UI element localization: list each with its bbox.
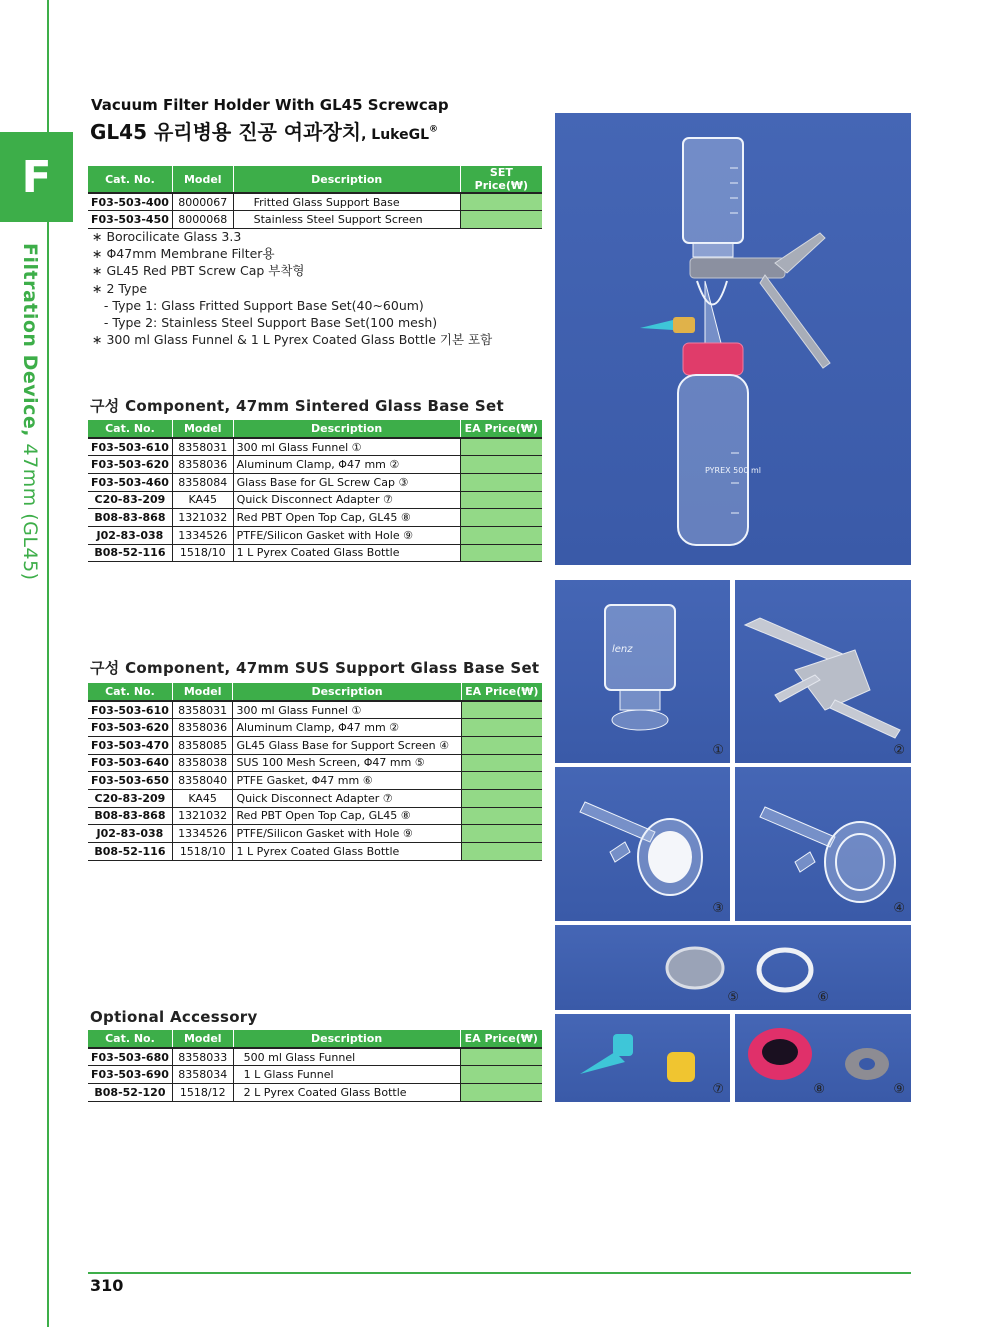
table-row: [88, 211, 542, 229]
photo-quick-adapter: [555, 1014, 730, 1102]
col-price: EA Price(₩): [461, 683, 542, 701]
col-price: EA Price(₩): [460, 1030, 542, 1048]
cell-desc: 1 L Pyrex Coated Glass Bottle: [233, 843, 461, 861]
cell-cat: B08-83-868: [88, 509, 172, 527]
cell-desc: Red PBT Open Top Cap, GL45 ⑧: [233, 509, 460, 527]
cell-model: 8000068: [172, 211, 233, 229]
cell-desc: 500 ml Glass Funnel: [233, 1048, 460, 1066]
cell-cat: F03-503-610: [88, 701, 172, 719]
cell-price: [461, 789, 542, 807]
product-title-ko: [90, 116, 438, 145]
table-row: [88, 789, 542, 807]
section-heading-sus: 구성 Component, 47mm SUS Support Glass Base Set: [90, 659, 540, 677]
cell-desc: Aluminum Clamp, Φ47 mm ②: [233, 719, 461, 737]
cell-price: [460, 473, 542, 491]
table-row: [88, 438, 542, 456]
table-row: [88, 1083, 542, 1101]
item-number-2: ②: [893, 743, 905, 758]
cell-model: 8358031: [172, 701, 233, 719]
cell-price: [460, 509, 542, 527]
cell-desc: Quick Disconnect Adapter ⑦: [233, 491, 460, 509]
col-cat-no: Cat. No.: [88, 1030, 172, 1048]
cell-cat: B08-52-120: [88, 1083, 172, 1101]
cell-price: [460, 544, 542, 562]
table-row: [88, 193, 542, 211]
table-row: [88, 509, 542, 527]
photo-gl45-base-screen: [735, 767, 911, 921]
cell-model: 1518/12: [172, 1083, 233, 1101]
cell-desc: 2 L Pyrex Coated Glass Bottle: [233, 1083, 460, 1101]
cell-desc: Glass Base for GL Screw Cap ③: [233, 473, 460, 491]
note-line: ∗ Borocilicate Glass 3.3: [92, 229, 242, 244]
cell-model: 8358040: [172, 772, 233, 790]
cell-price: [461, 807, 542, 825]
table-row: [88, 719, 542, 737]
cell-cat: C20-83-209: [88, 491, 172, 509]
col-description: Description: [233, 420, 460, 438]
note-line: ∗ Φ47mm Membrane Filter용: [92, 246, 275, 262]
aluminum-clamp-icon: [735, 580, 911, 763]
table-row: [88, 456, 542, 474]
registered-mark: ®: [429, 124, 439, 135]
col-model: Model: [172, 1030, 233, 1048]
cell-price: [460, 438, 542, 456]
cell-desc: PTFE/Silicon Gasket with Hole ⑨: [233, 825, 461, 843]
cell-price: [461, 754, 542, 772]
sus-component-table: [88, 683, 542, 861]
table-row: [88, 526, 542, 544]
photo-aluminum-clamp: [735, 580, 911, 763]
table-row: [88, 754, 542, 772]
photo-cap-and-gasket: [735, 1014, 911, 1102]
table-row: [88, 1066, 542, 1084]
table-row: [88, 473, 542, 491]
cell-desc: PTFE/Silicon Gasket with Hole ⑨: [233, 526, 460, 544]
col-model: Model: [172, 683, 233, 701]
cell-desc: 1 L Pyrex Coated Glass Bottle: [233, 544, 460, 562]
cell-cat: F03-503-400: [88, 193, 172, 211]
item-number-8: ⑧: [813, 1082, 825, 1097]
col-description: Description: [233, 1030, 460, 1048]
cell-cat: C20-83-209: [88, 789, 172, 807]
cell-model: 8358084: [172, 473, 233, 491]
funnel-brand-mark: lenz: [612, 644, 633, 655]
cell-price: [460, 1066, 542, 1084]
section-heading-optional: Optional Accessory: [90, 1008, 258, 1026]
cell-price: [460, 491, 542, 509]
glass-funnel-icon: [555, 580, 730, 763]
side-title-sub: 47mm (GL45): [19, 437, 41, 581]
col-cat-no: Cat. No.: [88, 166, 172, 193]
cell-desc: 1 L Glass Funnel: [233, 1066, 460, 1084]
section-heading-sintered: 구성 Component, 47mm Sintered Glass Base Set: [90, 397, 504, 415]
cell-price: [461, 701, 542, 719]
cell-cat: F03-503-640: [88, 754, 172, 772]
photo-glass-base: [555, 767, 730, 921]
item-number-1: ①: [712, 743, 724, 758]
cell-model: 1518/10: [172, 544, 233, 562]
cell-desc: Aluminum Clamp, Φ47 mm ②: [233, 456, 460, 474]
cell-cat: F03-503-620: [88, 719, 172, 737]
note-line: ∗ 2 Type: [92, 280, 148, 296]
section-letter-tab: [0, 132, 73, 222]
glass-base-icon: [555, 767, 730, 921]
photo-mesh-and-gasket: [555, 925, 911, 1010]
col-description: Description: [233, 166, 460, 193]
cell-model: 1321032: [172, 509, 233, 527]
cell-model: 8358085: [172, 736, 233, 754]
cell-price: [461, 843, 542, 861]
cell-price: [460, 456, 542, 474]
item-number-5: ⑤: [727, 990, 739, 1005]
cell-model: 1321032: [172, 807, 233, 825]
quick-adapter-icon: [555, 1014, 730, 1102]
col-price: SET Price(₩): [460, 166, 542, 193]
optional-accessory-table: [88, 1030, 542, 1102]
cell-cat: B08-52-116: [88, 544, 172, 562]
cell-desc: Fritted Glass Support Base: [233, 193, 460, 211]
footer-rule: [88, 1272, 911, 1274]
cell-model: 8358031: [172, 438, 233, 456]
feature-notes: [92, 228, 492, 348]
bottle-label: PYREX 500 ml: [705, 466, 761, 475]
item-number-6: ⑥: [817, 990, 829, 1005]
cell-cat: F03-503-650: [88, 772, 172, 790]
side-title-main: Filtration Device,: [19, 243, 41, 437]
table-row: [88, 1048, 542, 1066]
cell-cat: F03-503-470: [88, 736, 172, 754]
cell-desc: GL45 Glass Base for Support Screen ④: [233, 736, 461, 754]
photo-glass-funnel: [555, 580, 730, 763]
table-row: [88, 491, 542, 509]
cell-price: [461, 736, 542, 754]
cell-model: 8358033: [172, 1048, 233, 1066]
cell-model: 8358038: [172, 754, 233, 772]
cell-cat: F03-503-460: [88, 473, 172, 491]
table-row: [88, 736, 542, 754]
col-model: Model: [172, 166, 233, 193]
cell-cat: F03-503-450: [88, 211, 172, 229]
cell-price: [460, 193, 542, 211]
cell-desc: PTFE Gasket, Φ47 mm ⑥: [233, 772, 461, 790]
cell-desc: Stainless Steel Support Screen: [233, 211, 460, 229]
table-row: [88, 807, 542, 825]
vacuum-filter-illustration: [555, 113, 911, 565]
cell-model: 8358036: [172, 719, 233, 737]
brand-name: , LukeGL: [361, 127, 430, 143]
table-row: [88, 544, 542, 562]
table-row: [88, 701, 542, 719]
cell-model: 1518/10: [172, 843, 233, 861]
side-section-title: [19, 243, 41, 581]
cell-desc: Red PBT Open Top Cap, GL45 ⑧: [233, 807, 461, 825]
cell-model: 1334526: [172, 526, 233, 544]
title-ko-text: GL45 유리병용 진공 여과장치: [90, 120, 362, 144]
page-number: 310: [90, 1276, 124, 1295]
product-title-en: Vacuum Filter Holder With GL45 Screwcap: [91, 96, 449, 114]
note-line: - Type 1: Glass Fritted Support Base Set(40~60um): [92, 297, 424, 313]
note-line: ∗ 300 ml Glass Funnel & 1 L Pyrex Coated Glass Bottle 기본 포함: [92, 332, 493, 348]
cell-model: KA45: [172, 789, 233, 807]
cell-desc: 300 ml Glass Funnel ①: [233, 701, 461, 719]
item-number-3: ③: [712, 901, 724, 916]
cell-cat: J02-83-038: [88, 526, 172, 544]
item-number-7: ⑦: [712, 1082, 724, 1097]
note-line: - Type 2: Stainless Steel Support Base Set(100 mesh): [92, 315, 438, 331]
cell-price: [460, 211, 542, 229]
glass-base-screen-icon: [735, 767, 911, 921]
item-number-9: ⑨: [893, 1082, 905, 1097]
sintered-component-table: [88, 420, 542, 562]
cell-cat: F03-503-680: [88, 1048, 172, 1066]
cell-price: [461, 772, 542, 790]
cell-desc: SUS 100 Mesh Screen, Φ47 mm ⑤: [233, 754, 461, 772]
cell-price: [460, 1083, 542, 1101]
cell-model: 1334526: [172, 825, 233, 843]
table-row: [88, 772, 542, 790]
cell-cat: J02-83-038: [88, 825, 172, 843]
cell-model: 8358036: [172, 456, 233, 474]
col-model: Model: [172, 420, 233, 438]
item-number-4: ④: [893, 901, 905, 916]
cell-model: 8000067: [172, 193, 233, 211]
cell-model: KA45: [172, 491, 233, 509]
note-line: ∗ GL45 Red PBT Screw Cap 부착형: [92, 263, 305, 279]
cell-cat: B08-52-116: [88, 843, 172, 861]
table-row: [88, 843, 542, 861]
cell-cat: B08-83-868: [88, 807, 172, 825]
cell-cat: F03-503-620: [88, 456, 172, 474]
main-product-photo: [555, 113, 911, 565]
table-row: [88, 825, 542, 843]
col-cat-no: Cat. No.: [88, 683, 172, 701]
cell-price: [461, 825, 542, 843]
cell-cat: F03-503-610: [88, 438, 172, 456]
cell-price: [461, 719, 542, 737]
cell-desc: 300 ml Glass Funnel ①: [233, 438, 460, 456]
cell-model: 8358034: [172, 1066, 233, 1084]
cell-cat: F03-503-690: [88, 1066, 172, 1084]
col-description: Description: [233, 683, 461, 701]
col-price: EA Price(₩): [460, 420, 542, 438]
cell-desc: Quick Disconnect Adapter ⑦: [233, 789, 461, 807]
col-cat-no: Cat. No.: [88, 420, 172, 438]
cell-price: [460, 1048, 542, 1066]
set-price-table: [88, 166, 542, 229]
section-letter: F: [21, 151, 52, 203]
cell-price: [460, 526, 542, 544]
